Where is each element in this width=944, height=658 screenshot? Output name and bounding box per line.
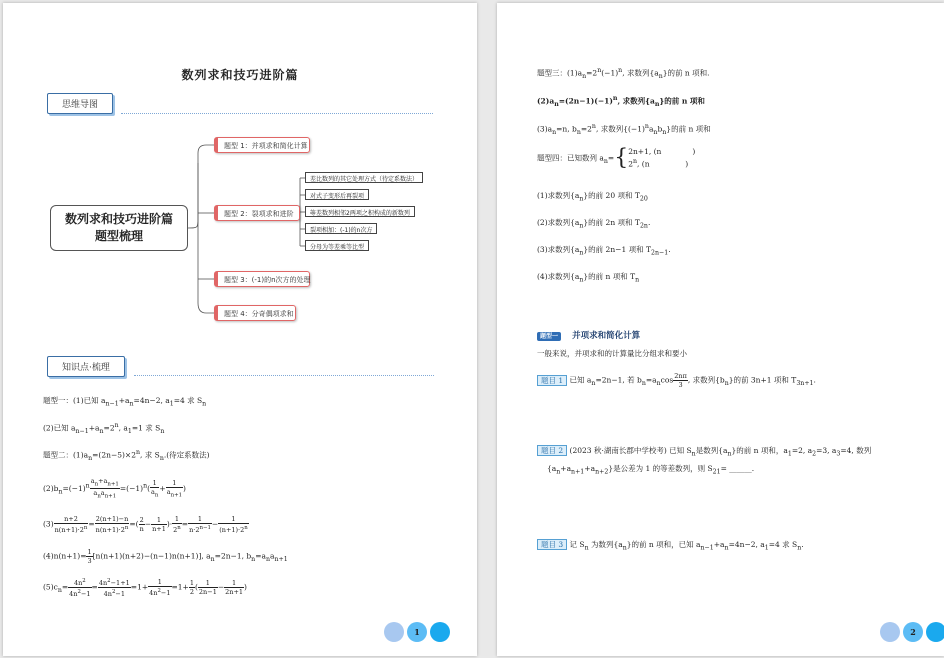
pager-dot: [926, 622, 944, 642]
p2-line-6: (2)求数列$\{a_n\}$的前 2n 项和 $T_{2n}$.: [537, 218, 651, 230]
item-5: (3) $\frac{n+2}{n(n+1)\cdot 2^n}$ = $\frac{2(n+1)-n}{n(n+1)\cdot 2^n}$ =( $\frac{2}{n}$ − $\frac{1}{n+1}$ )· $\frac{1}{2^n}$ = $\frac{1}{n\cdot 2^{n-1}}$ − $\frac{1}{(n+1)\cdot 2^n}$: [43, 515, 248, 535]
question-tag: 题目 2: [537, 445, 567, 456]
subtopic-5: 分母为等差乘等比型: [305, 240, 369, 251]
mindmap-root: [50, 205, 188, 251]
p2-line-5: (1)求数列$\{a_n\}$的前 20 项和 $T_{20}$: [537, 191, 648, 203]
p2-line-4: 题型四：已知数列 $a_n=\{2n+1$, (n ) 2$^n$, (n ): [537, 145, 696, 171]
type-badge: 题型一: [537, 332, 561, 341]
intro-text: 一般来说，并项求和的计算量比分组求和要小: [537, 349, 687, 358]
topic-1: 题型 1：并项求和简化计算: [214, 137, 310, 153]
pager-dot: [430, 622, 450, 642]
question-3: 题目 3 记 $S_n$ 为数列$\{a_n\}$的前 n 项和，已知 $a_{n-1}+a_n=4n-2$, $a_1=4$ 求 $S_n$.: [537, 539, 804, 552]
subtopic-1: 差比数列的其它处理方式（待定系数法）: [305, 172, 423, 183]
p2-line-8: (4)求数列$\{a_n\}$的前 n 项和 $T_n$: [537, 272, 640, 284]
p2-line-1: 题型三：$(1)a_n=2^n(-1)^n$, 求数列$\{a_n\}$的前 n 项和.: [537, 67, 710, 80]
pager-dot: [880, 622, 900, 642]
page-number: 2: [910, 627, 916, 637]
item-6: (4)n(n+1)= $\frac{1}{3}$ [n(n+1)(n+2)−(n−1)n(n+1)], $a_n=2n-1$, $b_n=a_na_{n+1}$: [43, 548, 288, 565]
p2-line-7: (3)求数列$\{a_n\}$的前 2n−1 项和 $T_{2n-1}$.: [537, 245, 671, 257]
item-2: (2)已知 $a_{n-1}+a_n=2^n$, $a_1=1$ 求 $S_n$: [43, 422, 165, 435]
topic-2: 题型 2：裂项求和进阶: [214, 205, 300, 221]
mindmap-heading: 思维导图: [47, 93, 113, 114]
type-heading: 并项求和简化计算: [572, 331, 641, 341]
page-2: [497, 3, 944, 656]
question-tag: 题目 1: [537, 375, 567, 386]
knowledge-heading: 知识点·梳理: [47, 356, 125, 377]
item-4: $(2)b_n=(-1)^n$ $\frac{a_n+a_{n+1}}{a_na_{n+1}}$ $=(-1)^n$( $\frac{1}{a_n}$ + $\frac{1}{a_{n+1}}$ ): [43, 477, 186, 500]
root-line-1: 数列求和技巧进阶篇: [64, 212, 173, 226]
topic-4: 题型 4：分奇偶项求和: [214, 305, 296, 321]
root-line-2: 题型梳理: [94, 229, 143, 243]
pager-dot: [384, 622, 404, 642]
page-number: 1: [414, 627, 420, 637]
question-tag: 题目 3: [537, 539, 567, 550]
document-title: 数列求和技巧进阶篇: [181, 68, 299, 82]
item-1: 题型一：(1)已知 $a_{n-1}+a_n=4n-2$, $a_1=4$ 求 $S_n$: [43, 396, 207, 408]
p2-line-2: $(2)a_n=(2n-1)(-1)^n$, 求数列$\{a_n\}$的前 n 项和: [537, 95, 705, 108]
subtopic-3: 等差数列相邻2两项之积构成的新数列: [305, 206, 415, 217]
item-3: 题型二：$(1)a_n=(2n-5)\times 2^n$, 求 $S_n$.(待定系数法): [43, 449, 210, 462]
question-1: 题目 1 已知 $a_n=2n-1$, 若 $b_n=a_n\cos$ $\frac{2n\pi}{3}$ , 求数列$\{b_n\}$的前 3n+1 项和 $T_{3n+1}$.: [537, 372, 816, 389]
subtopic-2: 对式子变形后再裂项: [305, 189, 369, 200]
topic-3: 题型 3：(-1)的n次方的处理: [214, 271, 310, 287]
type-heading-row: [537, 323, 640, 342]
divider: [134, 375, 434, 376]
question-2: 题目 2 (2023 秋·湖南长郡中学校考) 已知 $S_n$是数列$\{a_n\}$的前 n 项和，$a_1=2$, $a_2=3$, $a_3=4$, 数列 $\{a_n+a_{n+1}+a_{n+2}\}$是公差为 1 的等差数列，则 $S_{21}=$ ______.: [537, 444, 871, 479]
page-1: [3, 3, 477, 656]
subtopic-4: 裂项相加：(-1)的n次方: [305, 223, 377, 234]
item-7: $(5)c_n=$ $\frac{4n^2}{4n^2-1}$ = $\frac{4n^2-1+1}{4n^2-1}$ =1+ $\frac{1}{4n^2-1}$ =1+ $\frac{1}{2}$ ( $\frac{1}{2n-1}$ − $\frac{1}{2n+1}$ ): [43, 578, 247, 599]
p2-line-3: $(3)a_n=n$, $b_n=2^n$, 求数列$\{(-1)^na_nb_n\}$的前 n 项和: [537, 123, 711, 136]
